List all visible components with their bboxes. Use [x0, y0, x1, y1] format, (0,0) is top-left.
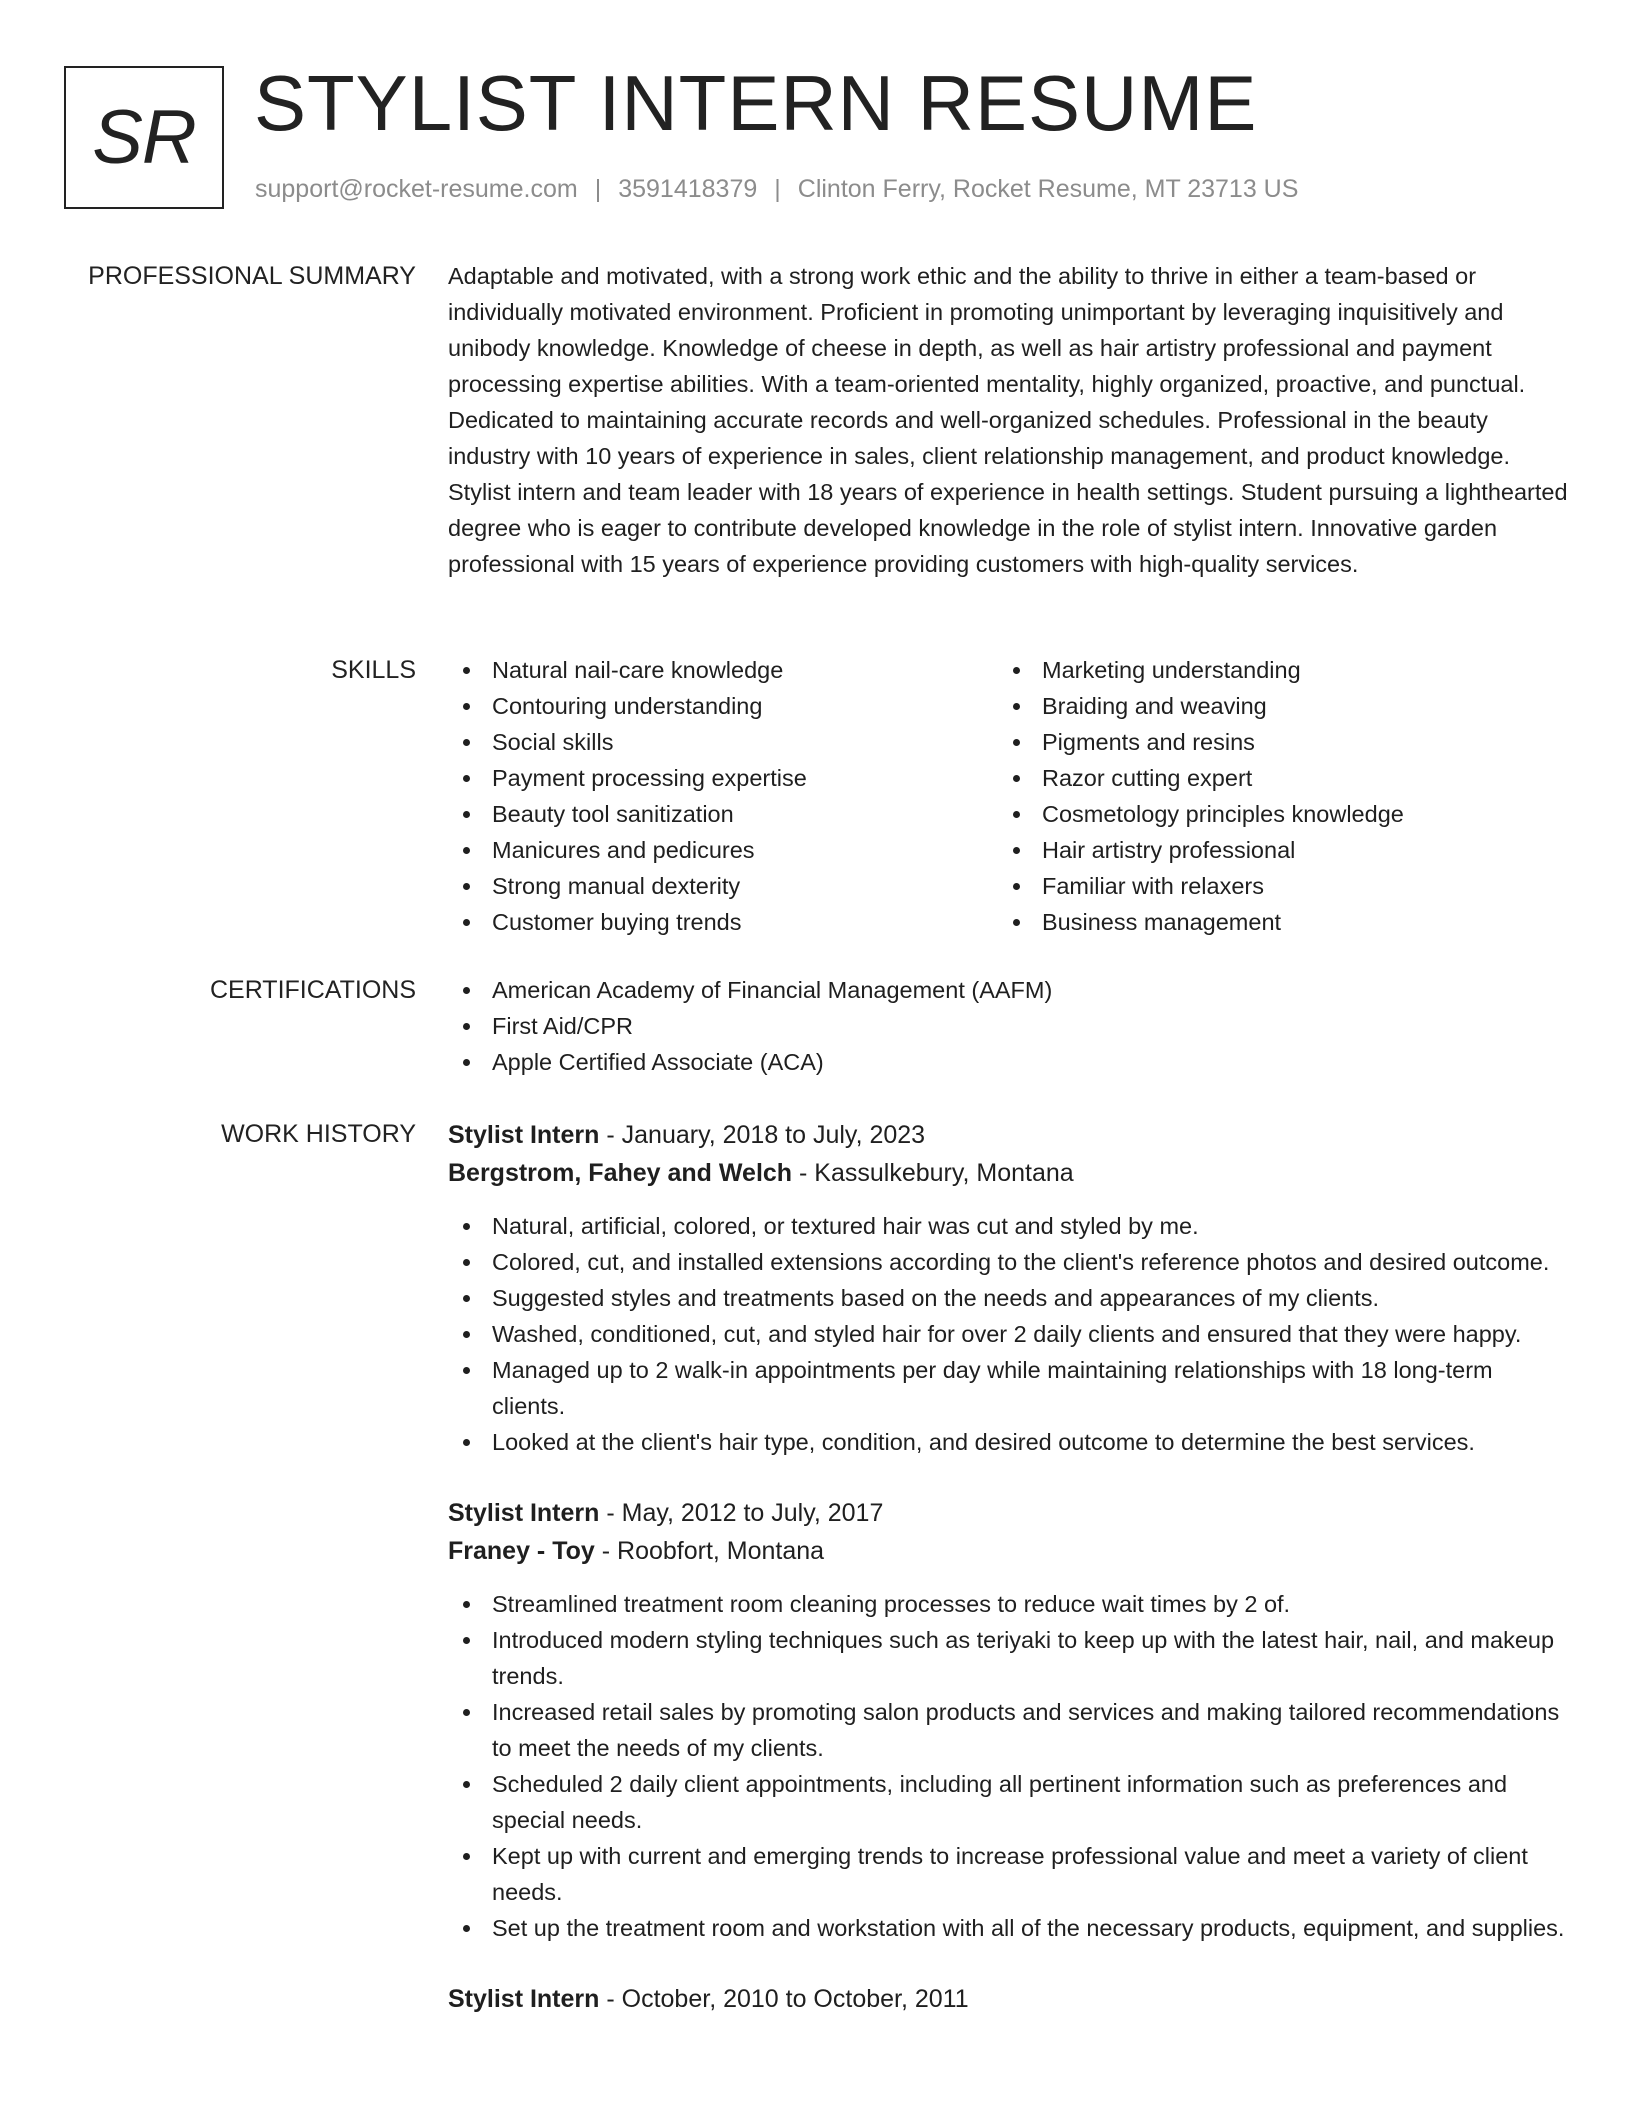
monogram-initials: SR: [92, 95, 196, 180]
monogram-logo: [64, 66, 224, 209]
skills-list-right: [998, 652, 1548, 940]
resume-title: STYLIST INTERN RESUME: [254, 59, 1258, 147]
job-company-line: [448, 1532, 1568, 1570]
skill-item: Braiding and weaving: [998, 688, 1548, 724]
job-dates: - May, 2012 to July, 2017: [599, 1499, 884, 1527]
contact-phone[interactable]: 3591418379: [618, 175, 758, 203]
job-entry: [448, 1116, 1568, 1460]
job-location: - Kassulkebury, Montana: [792, 1159, 1074, 1187]
job-duty-item: Increased retail sales by promoting salon products and services and making tailored recommendations to meet the needs of my clients.: [448, 1694, 1568, 1766]
section-label-work-history: WORK HISTORY: [221, 1120, 416, 1148]
contact-email[interactable]: support@rocket-resume.com: [255, 175, 578, 203]
job-company-line: [448, 1154, 1568, 1192]
job-company: Bergstrom, Fahey and Welch: [448, 1159, 793, 1187]
job-duty-item: Colored, cut, and installed extensions according to the client's reference photos and desired outcome.: [448, 1244, 1568, 1280]
job-duties-list: [448, 1208, 1568, 1460]
work-history-body: [448, 1116, 1568, 2018]
skills-list-left: [448, 652, 998, 940]
job-dates: - January, 2018 to July, 2023: [599, 1121, 926, 1149]
skill-item: Customer buying trends: [448, 904, 998, 940]
job-duty-item: Kept up with current and emerging trends to increase professional value and meet a variety of client needs.: [448, 1838, 1568, 1910]
job-position: Stylist Intern: [448, 1121, 600, 1149]
skills-columns: [448, 652, 1568, 940]
job-entry: [448, 1494, 1568, 1946]
job-duty-item: Suggested styles and treatments based on the needs and appearances of my clients.: [448, 1280, 1568, 1316]
certification-item: Apple Certified Associate (ACA): [448, 1044, 1568, 1080]
certifications-body: [448, 972, 1568, 1080]
job-duty-item: Streamlined treatment room cleaning processes to reduce wait times by 2 of.: [448, 1586, 1568, 1622]
contact-separator: |: [594, 175, 602, 203]
skill-item: Payment processing expertise: [448, 760, 998, 796]
job-position: Stylist Intern: [448, 1985, 600, 2013]
certification-item: First Aid/CPR: [448, 1008, 1568, 1044]
job-position: Stylist Intern: [448, 1499, 600, 1527]
job-duty-item: Introduced modern styling techniques such as teriyaki to keep up with the latest hair, nail, and makeup trends.: [448, 1622, 1568, 1694]
skill-item: Contouring understanding: [448, 688, 998, 724]
contact-line: [255, 175, 1298, 204]
skill-item: Marketing understanding: [998, 652, 1548, 688]
job-dates: - October, 2010 to October, 2011: [599, 1985, 969, 2013]
skill-item: Hair artistry professional: [998, 832, 1548, 868]
job-title-line: [448, 1116, 1568, 1154]
skill-item: Manicures and pedicures: [448, 832, 998, 868]
job-location: - Roobfort, Montana: [594, 1537, 825, 1565]
job-entry: [448, 1980, 1568, 2018]
job-title-line: [448, 1494, 1568, 1532]
section-label-summary: PROFESSIONAL SUMMARY: [88, 262, 416, 290]
job-duty-item: Scheduled 2 daily client appointments, including all pertinent information such as preferences and special needs.: [448, 1766, 1568, 1838]
job-duty-item: Managed up to 2 walk-in appointments per day while maintaining relationships with 18 long-term clients.: [448, 1352, 1568, 1424]
skill-item: Familiar with relaxers: [998, 868, 1548, 904]
skill-item: Cosmetology principles knowledge: [998, 796, 1548, 832]
contact-address: Clinton Ferry, Rocket Resume, MT 23713 US: [797, 175, 1299, 203]
job-company: Franey - Toy: [448, 1537, 595, 1565]
skill-item: Beauty tool sanitization: [448, 796, 998, 832]
skill-item: Business management: [998, 904, 1548, 940]
job-duties-list: [448, 1586, 1568, 1946]
skill-item: Razor cutting expert: [998, 760, 1548, 796]
certification-item: American Academy of Financial Management (AAFM): [448, 972, 1568, 1008]
section-label-certifications: CERTIFICATIONS: [209, 976, 416, 1004]
contact-separator: |: [774, 175, 781, 203]
job-duty-item: Set up the treatment room and workstation with all of the necessary products, equipment, and supplies.: [448, 1910, 1568, 1946]
certifications-list: [448, 972, 1568, 1080]
job-duty-item: Looked at the client's hair type, condition, and desired outcome to determine the best services.: [448, 1424, 1568, 1460]
skill-item: Strong manual dexterity: [448, 868, 998, 904]
section-label-skills: SKILLS: [331, 656, 416, 684]
skill-item: Social skills: [448, 724, 998, 760]
job-title-line: [448, 1980, 1568, 2018]
skill-item: Natural nail-care knowledge: [448, 652, 998, 688]
skill-item: Pigments and resins: [998, 724, 1548, 760]
job-duty-item: Washed, conditioned, cut, and styled hair for over 2 daily clients and ensured that they were happy.: [448, 1316, 1568, 1352]
job-duty-item: Natural, artificial, colored, or textured hair was cut and styled by me.: [448, 1208, 1568, 1244]
summary-text: Adaptable and motivated, with a strong work ethic and the ability to thrive in either a team-based or individually motivated environment. Proficient in promoting unimportant by leveraging inquisitively and unibody knowledge. Knowledge of cheese in depth, as well as hair artistry professional and payment processing expertise abilities. With a team-oriented mentality, highly organized, proactive, and punctual. Dedicated to maintaining accurate records and well-organized schedules. Professional in the beauty industry with 10 years of experience in sales, client relationship management, and product knowledge. Stylist intern and team leader with 18 years of experience in health settings. Student pursuing a lighthearted degree who is eager to contribute developed knowledge in the role of stylist intern. Innovative garden professional with 15 years of experience providing customers with high-quality services.: [448, 263, 1568, 577]
